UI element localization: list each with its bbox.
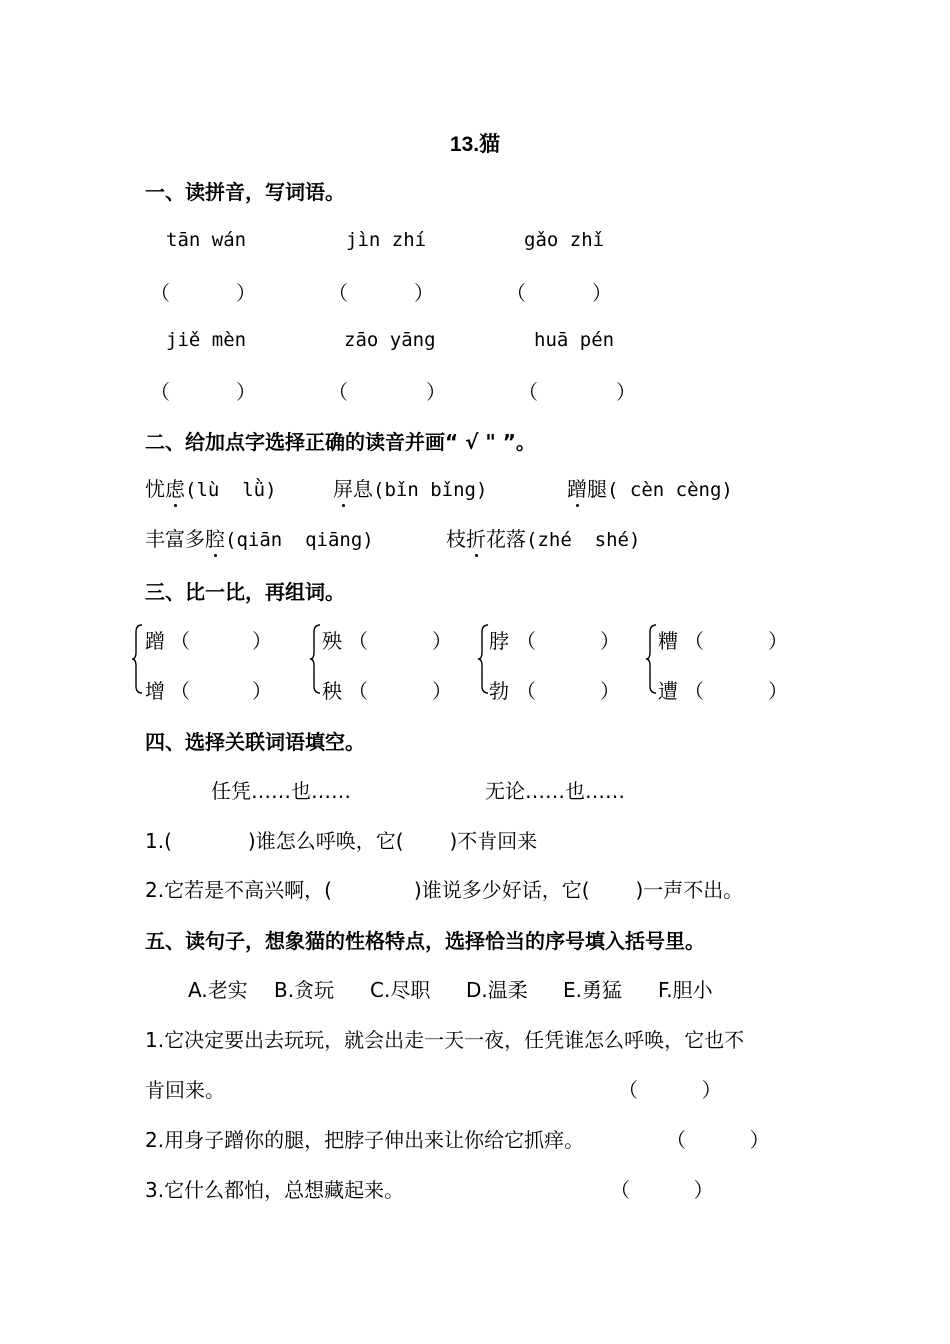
trait-question-1-line1: 1.它决定要出去玩玩，就会出走一天一夜，任凭谁怎么呼唤，它也不 [145, 1028, 745, 1052]
dotted-char: 折 [466, 527, 486, 551]
compare-close: ） [600, 629, 620, 653]
blank-1-open: （ [150, 281, 170, 305]
compare-close: ） [432, 679, 452, 703]
blank-4-open: （ [150, 380, 170, 404]
blank-1-close: ） [236, 281, 256, 305]
conjunction-option-1: 任凭……也…… [211, 779, 351, 803]
trait-option-d: D.温柔 [466, 978, 528, 1002]
compare-open: （ [516, 629, 536, 653]
compare-char: 糟 [658, 629, 678, 653]
trait-question-1-line2: 肯回来。 [145, 1078, 225, 1102]
pinyin-choice: (bǐn bǐng) [373, 479, 488, 501]
section-5-heading: 五、读句子，想象猫的性格特点，选择恰当的序号填入括号里。 [145, 929, 705, 953]
brace-icon [131, 624, 143, 694]
blank-2-open: （ [328, 281, 348, 305]
fill-question-1 [145, 825, 537, 854]
trait-question-3: 3.它什么都怕，总想藏起来。 [145, 1178, 405, 1202]
answer-paren-1: （ ） [618, 1078, 722, 1102]
blank-5-close: ） [426, 380, 446, 404]
brace-icon [309, 624, 321, 694]
dotted-char: 屏 [333, 477, 353, 501]
compare-open: （ [684, 679, 704, 703]
reading-item-4 [145, 523, 374, 552]
reading-item-1 [145, 473, 277, 502]
blank-3-close: ） [592, 281, 612, 305]
page-title: 13.猫 [449, 133, 501, 156]
dotted-char: 蹭 [567, 477, 587, 501]
compare-close: ） [252, 629, 272, 653]
reading-item-2 [333, 473, 487, 502]
pinyin-choice: ( cèn cèng) [607, 479, 733, 501]
pinyin-choice: (zhé shé) [526, 529, 641, 551]
pinyin-6: huā pén [534, 329, 615, 351]
compare-open: （ [348, 629, 368, 653]
compare-close: ） [768, 629, 788, 653]
answer-paren-3: （ ） [610, 1178, 714, 1202]
pinyin-3: gǎo zhǐ [524, 229, 605, 251]
compare-close: ） [600, 679, 620, 703]
compare-char: 遭 [658, 679, 678, 703]
trait-option-b: B.贪玩 [274, 978, 335, 1002]
answer-paren-2: （ ） [666, 1128, 770, 1152]
reading-item-5 [446, 523, 640, 552]
q-text: )谁怎么呼唤，它( [247, 829, 404, 853]
trait-option-a: A.老实 [188, 978, 248, 1002]
section-4-heading: 四、选择关联词语填空。 [145, 730, 365, 754]
pinyin-choice: (lù lǜ) [185, 479, 277, 501]
trait-option-e: E.勇猛 [563, 978, 622, 1002]
trait-option-f: F.胆小 [658, 978, 713, 1002]
section-2-heading: 二、给加点字选择正确的读音并画“ √ " ”。 [145, 430, 536, 454]
blank-2-close: ） [414, 281, 434, 305]
reading-item-3 [567, 473, 733, 502]
dotted-char: 虑 [165, 477, 185, 501]
compare-open: （ [684, 629, 704, 653]
item-text: 枝 [446, 527, 466, 551]
blank-3-open: （ [506, 281, 526, 305]
compare-char: 脖 [489, 629, 509, 653]
section-3-heading: 三、比一比，再组词。 [145, 580, 345, 604]
q-text: 2.它若是不高兴啊，( [145, 878, 332, 902]
pinyin-5: zāo yāng [344, 329, 436, 351]
trait-option-c: C.尽职 [370, 978, 431, 1002]
compare-open: （ [170, 629, 190, 653]
compare-char: 增 [145, 679, 165, 703]
q-text: 1.( [145, 829, 172, 853]
blank-4-close: ） [236, 380, 256, 404]
pinyin-4: jiě mèn [166, 329, 247, 351]
conjunction-option-2: 无论……也…… [485, 779, 625, 803]
item-text: 息 [353, 477, 373, 501]
pinyin-choice: (qiān qiāng) [225, 529, 374, 551]
compare-char: 秧 [322, 679, 342, 703]
q-text: )谁说多少好话，它( [413, 878, 590, 902]
compare-close: ） [252, 679, 272, 703]
brace-icon [645, 624, 657, 694]
q-text: )不肯回来 [449, 829, 538, 853]
item-text: 腿 [587, 477, 607, 501]
compare-open: （ [170, 679, 190, 703]
brace-icon [477, 624, 489, 694]
q-text: )一声不出。 [635, 878, 744, 902]
item-text: 丰富多 [145, 527, 205, 551]
dotted-char: 腔 [205, 527, 225, 551]
compare-close: ） [432, 629, 452, 653]
section-1-heading: 一、读拼音，写词语。 [145, 180, 345, 204]
compare-open: （ [516, 679, 536, 703]
blank-5-open: （ [328, 380, 348, 404]
pinyin-1: tān wán [166, 229, 247, 251]
compare-char: 殃 [322, 629, 342, 653]
item-text: 花落 [486, 527, 526, 551]
pinyin-2: jìn zhí [346, 229, 427, 251]
trait-question-2: 2.用身子蹭你的腿，把脖子伸出来让你给它抓痒。 [145, 1128, 585, 1152]
blank-6-close: ） [616, 380, 636, 404]
compare-open: （ [348, 679, 368, 703]
fill-question-2 [145, 874, 743, 903]
compare-char: 蹭 [145, 629, 165, 653]
compare-close: ） [768, 679, 788, 703]
blank-6-open: （ [518, 380, 538, 404]
item-text: 忧 [145, 477, 165, 501]
compare-char: 勃 [489, 679, 509, 703]
